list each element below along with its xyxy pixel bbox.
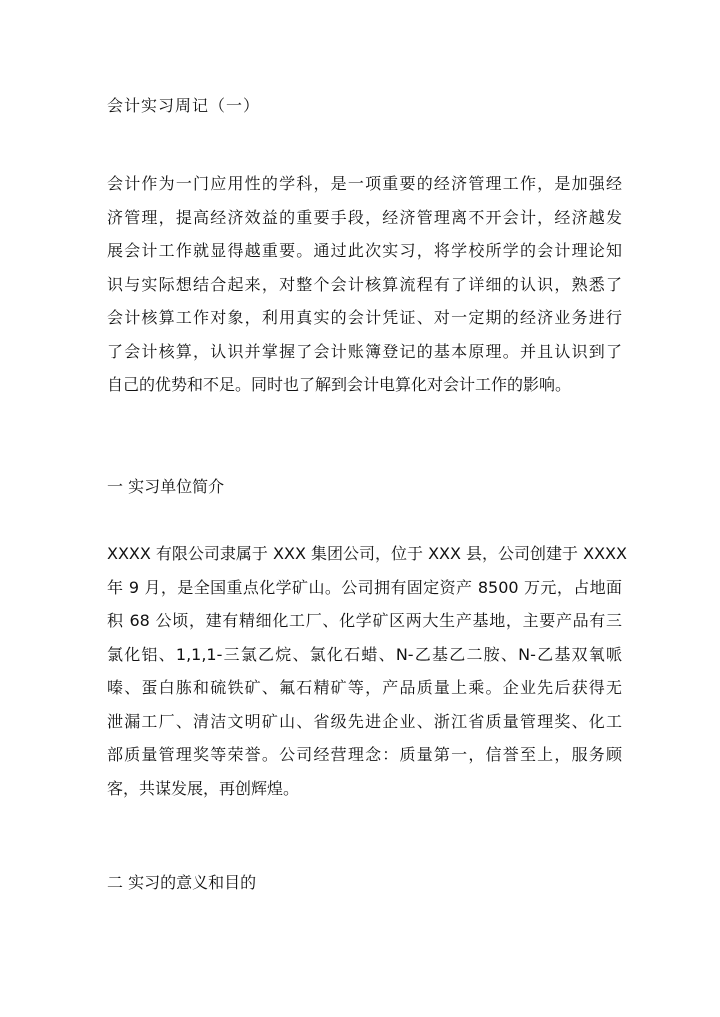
paragraph-line: 部质量管理奖等荣誉。公司经营理念：质量第一，信誉至上，服务顾 [107, 745, 622, 764]
paragraph-line: 展会计工作就显得越重要。通过此次实习，将学校所学的会计理论知 [107, 241, 622, 260]
paragraph-line: 会计作为一门应用性的学科，是一项重要的经济管理工作，是加强经 [107, 174, 622, 193]
paragraph-line: XXXX 有限公司隶属于 XXX 集团公司，位于 XXX 县，公司创建于 XXXX [107, 544, 627, 563]
paragraph-line: 会计核算工作对象，利用真实的会计凭证、对一定期的经济业务进行 [107, 308, 622, 327]
section-heading-company-intro: 一 实习单位简介 [107, 477, 225, 496]
paragraph-line: 客，共谋发展，再创辉煌。 [107, 778, 300, 798]
paragraph-line: 年 9 月，是全国重点化学矿山。公司拥有固定资产 8500 万元，占地面 [107, 577, 622, 597]
paragraph-line: 自己的优势和不足。同时也了解到会计电算化对会计工作的影响。 [107, 375, 572, 394]
paragraph-line: 济管理，提高经济效益的重要手段，经济管理离不开会计，经济越发 [107, 207, 622, 227]
document-title: 会计实习周记（一） [107, 96, 261, 115]
paragraph-line: 积 68 公顷，建有精细化工厂、化学矿区两大生产基地，主要产品有三 [107, 611, 622, 630]
paragraph-line: 嗪、蛋白胨和硫铁矿、氟石精矿等，产品质量上乘。企业先后获得无 [107, 678, 622, 697]
company-intro-paragraph [107, 537, 627, 805]
intro-paragraph [107, 167, 622, 402]
section-heading-purpose: 二 实习的意义和目的 [107, 873, 257, 892]
paragraph-line: 泄漏工厂、清洁文明矿山、省级先进企业、浙江省质量管理奖、化工 [107, 711, 622, 731]
paragraph-line: 识与实际想结合起来，对整个会计核算流程有了详细的认识，熟悉了 [107, 274, 622, 294]
paragraph-line: 氯化铝、1,1,1-三氯乙烷、氯化石蜡、N-乙基乙二胺、N-乙基双氧哌 [107, 644, 622, 664]
paragraph-line: 了会计核算，认识并掌握了会计账簿登记的基本原理。并且认识到了 [107, 341, 622, 361]
